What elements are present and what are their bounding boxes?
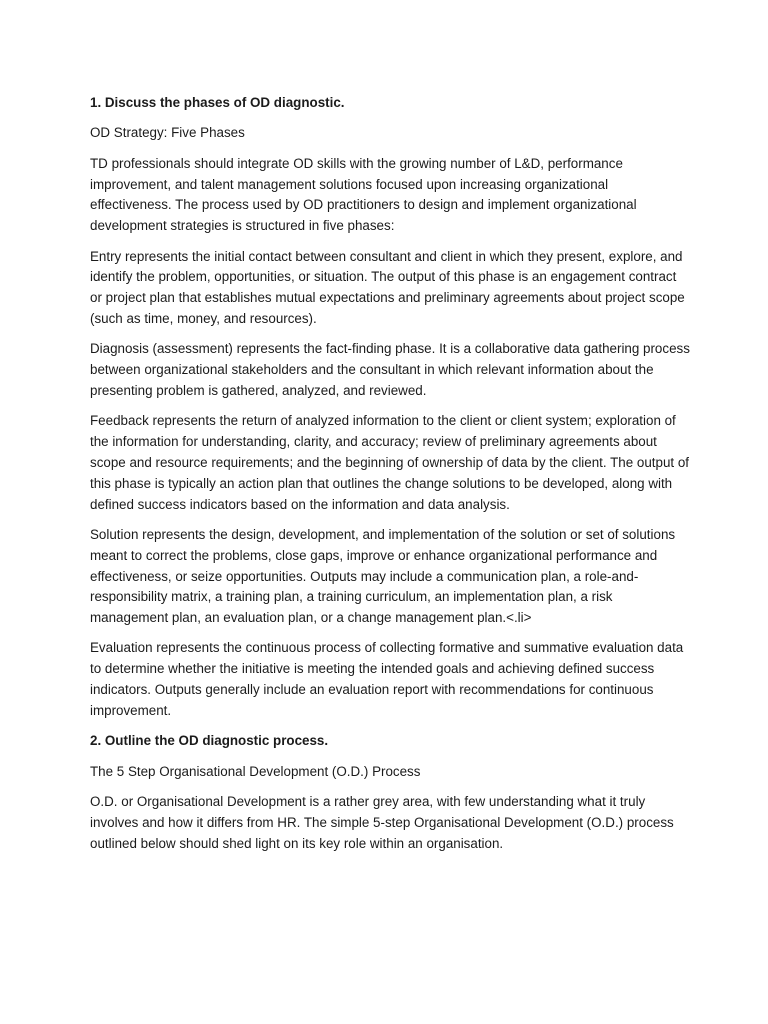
phase-diagnosis-paragraph: Diagnosis (assessment) represents the fact-finding phase. It is a collaborative data gathering process between organizational stakeholders and the consultant in which relevant information about the presenting problem is gathered, analyzed, and reviewed. <box>90 341 690 398</box>
section-title-5-step-process: The 5 Step Organisational Development (O.D.) Process <box>90 763 421 779</box>
od-definition-paragraph: O.D. or Organisational Development is a rather grey area, with few understanding what it truly involves and how it differs from HR. The simple 5-step Organisational Development (O.D.) process outlined below should shed light on its key role within an organisation. <box>90 794 674 851</box>
phase-entry-paragraph: Entry represents the initial contact between consultant and client in which they present, explore, and identify the problem, opportunities, or situation. The output of this phase is an engagement contract or project plan that establishes mutual expectations and preliminary agreements about project scope (such as time, money, and resources). <box>90 248 685 326</box>
phase-solution-paragraph: Solution represents the design, development, and implementation of the solution or set of solutions meant to correct the problems, close gaps, improve or enhance organizational performance and effectiveness, or seize opportunities. Outputs may include a communication plan, a role-and-responsibility matrix, a training plan, a training curriculum, an implementation plan, a risk management plan, an evaluation plan, or a change management plan.<.li> <box>90 526 676 626</box>
section-title-od-strategy: OD Strategy: Five Phases <box>90 125 245 141</box>
phase-feedback-paragraph: Feedback represents the return of analyzed information to the client or client system; exploration of the information for understanding, clarity, and accuracy; review of preliminary agreements about scope and resource requirements; and the beginning of ownership of data by the client. The output of this phase is typically an action plan that outlines the change solutions to be developed, along with defined success indicators based on the information and data analysis. <box>90 413 690 512</box>
intro-paragraph: TD professionals should integrate OD skills with the growing number of L&D, performance improvement, and talent management solutions focused upon increasing organizational effectiveness. The process used by OD practitioners to design and implement organizational development strategies is structured in five phases: <box>90 155 637 234</box>
question-2-heading: 2. Outline the OD diagnostic process. <box>90 733 329 749</box>
question-1-heading: 1. Discuss the phases of OD diagnostic. <box>90 95 345 110</box>
document-page <box>90 93 690 864</box>
phase-evaluation-paragraph: Evaluation represents the continuous process of collecting formative and summative evaluation data to determine whether the initiative is meeting the intended goals and achieving defined success indicators. Outputs generally include an evaluation report with recommendations for continuous improvement. <box>90 640 684 718</box>
